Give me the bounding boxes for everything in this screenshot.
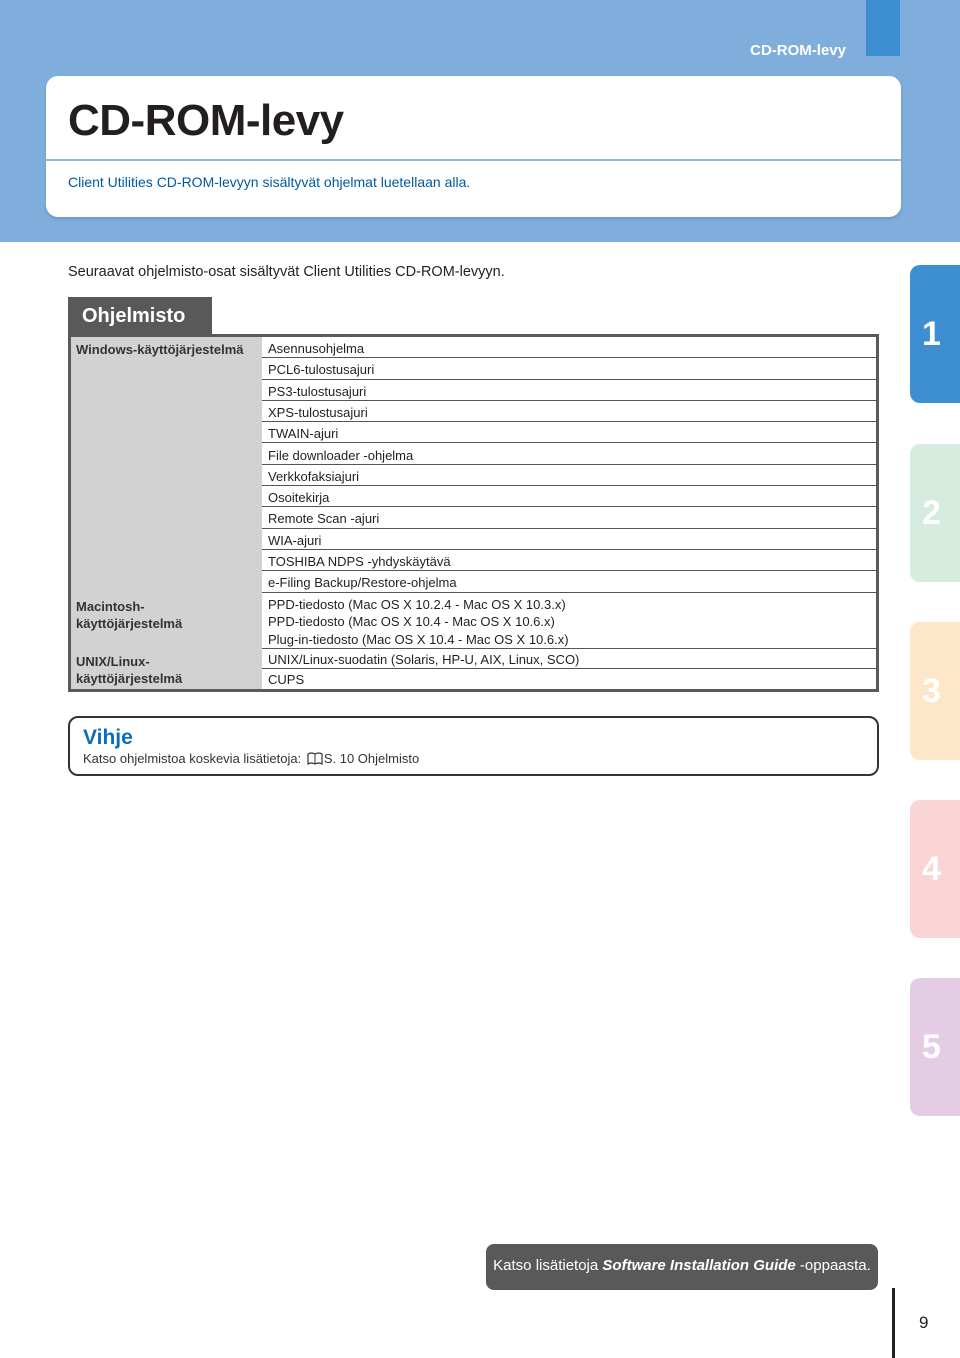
table-row: File downloader -ohjelma xyxy=(262,444,876,465)
software-list xyxy=(262,337,876,689)
hint-page-link[interactable]: S. 10 Ohjelmisto xyxy=(323,751,420,766)
footer-note: Katso lisätietoja Software Installation Guide -oppaasta. xyxy=(486,1244,878,1290)
chapter-tab-4[interactable]: 4 xyxy=(910,800,960,938)
table-row: PS3-tulostusajuri xyxy=(262,380,876,401)
title-divider xyxy=(46,159,901,161)
chapter-tab-3[interactable]: 3 xyxy=(910,622,960,760)
table-row: Remote Scan -ajuri xyxy=(262,507,876,528)
software-table xyxy=(68,334,879,692)
corner-tab xyxy=(866,0,900,56)
hint-title: Vihje xyxy=(83,726,133,749)
os-label-windows: Windows-käyttöjärjestelmä xyxy=(76,342,244,357)
chapter-tab-1[interactable]: 1 xyxy=(910,265,960,403)
table-row: PPD-tiedosto (Mac OS X 10.2.4 - Mac OS X 10.3.x) PPD-tiedosto (Mac OS X 10.4 - Mac OS X 10.6.x) Plug-in-tiedosto (Mac OS X 10.4 - Mac OS X 10.6.x) xyxy=(262,593,876,649)
table-row: Verkkofaksiajuri xyxy=(262,465,876,486)
page-number-bar xyxy=(892,1288,895,1358)
guide-title: Software Installation Guide xyxy=(602,1257,796,1274)
os-label-unix: UNIX/Linux- käyttöjärjestelmä xyxy=(76,654,183,686)
table-row: PCL6-tulostusajuri xyxy=(262,358,876,379)
table-row: e-Filing Backup/Restore-ohjelma xyxy=(262,571,876,592)
chapter-tab-2[interactable]: 2 xyxy=(910,444,960,582)
intro-text: Seuraavat ohjelmisto-osat sisältyvät Client Utilities CD-ROM-levyyn. xyxy=(68,264,505,280)
os-label-macintosh: Macintosh- käyttöjärjestelmä xyxy=(76,599,183,631)
table-row: TWAIN-ajuri xyxy=(262,422,876,443)
table-row: Asennusohjelma xyxy=(262,337,876,358)
page-subtitle: Client Utilities CD-ROM-levyyn sisältyvät ohjelmat luetellaan alla. xyxy=(68,174,471,190)
table-row: CUPS xyxy=(268,672,305,688)
table-row: WIA-ajuri xyxy=(262,529,876,550)
hint-box xyxy=(68,716,879,776)
table-row: TOSHIBA NDPS -yhdyskäytävä xyxy=(262,550,876,571)
title-card xyxy=(46,76,901,217)
table-row: Osoitekirja xyxy=(262,486,876,507)
running-head: CD-ROM-levy xyxy=(750,42,846,59)
chapter-tab-5[interactable]: 5 xyxy=(910,978,960,1116)
hint-text: Katso ohjelmistoa koskevia lisätietoja: S. 10 Ohjelmisto xyxy=(83,751,420,766)
page-number: 9 xyxy=(919,1313,929,1332)
book-icon xyxy=(307,752,323,768)
table-row: UNIX/Linux-suodatin (Solaris, HP-U, AIX, Linux, SCO) xyxy=(262,649,876,670)
table-row: XPS-tulostusajuri xyxy=(262,401,876,422)
page-title: CD-ROM-levy xyxy=(68,96,344,145)
table-tab-label: Ohjelmisto xyxy=(68,297,212,335)
